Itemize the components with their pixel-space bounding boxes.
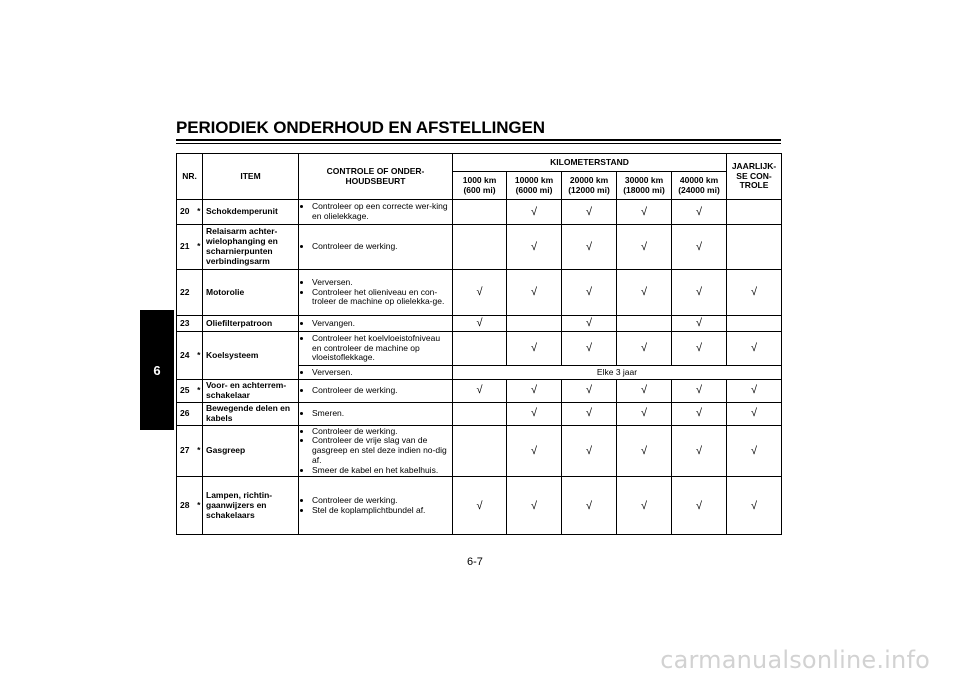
interval-cell	[672, 477, 727, 535]
table-row	[177, 402, 782, 425]
check-mark-icon: √	[585, 286, 593, 299]
interval-cell	[562, 477, 617, 535]
row-marker: *	[196, 200, 203, 225]
action-list	[302, 496, 449, 516]
table-row	[177, 380, 782, 403]
row-number: 20	[177, 200, 196, 225]
check-mark-icon: √	[585, 240, 593, 253]
row-number: 24	[177, 332, 196, 380]
check-mark-icon: √	[530, 240, 538, 253]
table-row	[177, 477, 782, 535]
action-list	[302, 427, 449, 476]
row-control	[299, 316, 453, 332]
check-mark-icon: √	[585, 499, 593, 512]
action-item: • Verversen.	[312, 278, 449, 288]
check-mark-icon: √	[640, 444, 648, 457]
check-mark-icon: √	[530, 407, 538, 420]
check-mark-icon: √	[640, 499, 648, 512]
row-marker: *	[196, 425, 203, 477]
row-marker: *	[196, 477, 203, 535]
action-list	[302, 202, 449, 222]
interval-cell	[727, 225, 782, 270]
interval-cell	[507, 200, 562, 225]
check-mark-icon: √	[585, 342, 593, 355]
action-list	[302, 386, 449, 396]
check-mark-icon: √	[750, 286, 758, 299]
check-mark-icon: √	[585, 205, 593, 218]
check-mark-icon: √	[750, 342, 758, 355]
row-marker	[196, 316, 203, 332]
interval-cell	[617, 200, 672, 225]
row-control	[299, 225, 453, 270]
check-mark-icon: √	[476, 384, 483, 397]
check-mark-icon: √	[530, 342, 538, 355]
interval-cell	[617, 477, 672, 535]
check-mark-icon: √	[530, 205, 538, 218]
action-list	[302, 319, 449, 329]
check-mark-icon: √	[695, 286, 703, 299]
interval-cell	[453, 332, 507, 366]
action-item: • Vervangen.	[312, 319, 449, 329]
check-mark-icon: √	[695, 240, 703, 253]
check-mark-icon: √	[640, 384, 648, 397]
table-row	[177, 425, 782, 477]
row-item: Lampen, richtin-gaanwijzers en schakelaars	[203, 477, 299, 535]
header-km-20000: 20000 km (12000 mi)	[562, 172, 617, 200]
row-number: 26	[177, 402, 196, 425]
row-control	[299, 270, 453, 316]
interval-cell	[617, 225, 672, 270]
check-mark-icon: √	[476, 286, 483, 299]
interval-cell	[672, 425, 727, 477]
row-marker	[196, 270, 203, 316]
interval-cell	[727, 332, 782, 366]
title-rule	[176, 139, 781, 144]
check-mark-icon: √	[695, 317, 703, 330]
interval-cell	[672, 402, 727, 425]
interval-cell	[562, 380, 617, 403]
page-number: 6-7	[467, 556, 483, 568]
interval-cell	[727, 316, 782, 332]
interval-cell	[562, 402, 617, 425]
interval-cell	[727, 402, 782, 425]
action-list	[302, 278, 449, 307]
interval-cell	[453, 477, 507, 535]
header-kilometerstand: KILOMETERSTAND	[453, 154, 727, 172]
check-mark-icon: √	[695, 444, 703, 457]
interval-cell	[453, 425, 507, 477]
interval-cell	[453, 200, 507, 225]
row-control	[299, 425, 453, 477]
row-number: 21	[177, 225, 196, 270]
row-item: Schokdemperunit	[203, 200, 299, 225]
action-list	[302, 242, 449, 252]
row-marker: *	[196, 332, 203, 380]
check-mark-icon: √	[530, 444, 538, 457]
interval-cell	[727, 200, 782, 225]
check-mark-icon: √	[695, 499, 703, 512]
interval-merged-cell: Elke 3 jaar	[453, 366, 782, 380]
table-body	[177, 200, 782, 535]
interval-cell	[727, 477, 782, 535]
interval-cell	[672, 316, 727, 332]
row-control	[299, 477, 453, 535]
row-marker: *	[196, 380, 203, 403]
row-number: 23	[177, 316, 196, 332]
interval-cell	[453, 225, 507, 270]
row-number: 25	[177, 380, 196, 403]
check-mark-icon: √	[695, 342, 703, 355]
row-number: 27	[177, 425, 196, 477]
action-item: • Controleer het olieniveau en con-troleer de machine op olielekka-ge.	[312, 288, 449, 308]
action-item: • Controleer de vrije slag van de gasgreep en stel deze indien no-dig af.	[312, 436, 449, 465]
row-number: 28	[177, 477, 196, 535]
interval-cell	[507, 425, 562, 477]
header-km-30000: 30000 km (18000 mi)	[617, 172, 672, 200]
interval-cell	[672, 332, 727, 366]
row-item: Gasgreep	[203, 425, 299, 477]
row-marker: *	[196, 225, 203, 270]
interval-cell	[507, 225, 562, 270]
check-mark-icon: √	[585, 317, 593, 330]
row-item: Relaisarm achter-wielophanging en scharnierpunten verbindingsarm	[203, 225, 299, 270]
check-mark-icon: √	[530, 384, 538, 397]
row-item: Bewegende delen en kabels	[203, 402, 299, 425]
action-item: • Controleer de werking.	[312, 242, 449, 252]
page-title: PERIODIEK ONDERHOUD EN AFSTELLINGEN	[176, 118, 545, 137]
interval-cell	[617, 270, 672, 316]
interval-cell	[507, 380, 562, 403]
interval-cell	[562, 316, 617, 332]
check-mark-icon: √	[750, 384, 758, 397]
check-mark-icon: √	[530, 286, 538, 299]
interval-cell	[562, 332, 617, 366]
row-control	[299, 200, 453, 225]
interval-cell	[562, 425, 617, 477]
interval-cell	[507, 316, 562, 332]
check-mark-icon: √	[695, 407, 703, 420]
action-item: • Controleer het koelvloeistofniveau en controleer de machine op vloeistoflekkage.	[312, 334, 449, 363]
action-list	[302, 409, 449, 419]
action-item: • Stel de koplamplichtbundel af.	[312, 506, 449, 516]
interval-cell	[507, 402, 562, 425]
check-mark-icon: √	[640, 286, 648, 299]
row-control	[299, 332, 453, 366]
interval-cell	[727, 270, 782, 316]
check-mark-icon: √	[640, 407, 648, 420]
row-marker	[196, 402, 203, 425]
check-mark-icon: √	[750, 444, 758, 457]
action-item: • Verversen.	[312, 368, 449, 378]
check-mark-icon: √	[585, 444, 593, 457]
check-mark-icon: √	[476, 317, 483, 330]
table-row	[177, 332, 782, 366]
interval-cell	[617, 332, 672, 366]
interval-cell	[507, 332, 562, 366]
check-mark-icon: √	[530, 499, 538, 512]
row-item: Voor- en achterrem-schakelaar	[203, 380, 299, 403]
interval-cell	[507, 477, 562, 535]
maintenance-table	[176, 153, 782, 535]
header-km-40000: 40000 km (24000 mi)	[672, 172, 727, 200]
interval-cell	[672, 270, 727, 316]
table-row	[177, 225, 782, 270]
interval-cell	[672, 225, 727, 270]
interval-cell	[617, 425, 672, 477]
interval-cell	[507, 270, 562, 316]
interval-cell	[453, 402, 507, 425]
action-item: • Smeer de kabel en het kabelhuis.	[312, 466, 449, 476]
row-control	[299, 380, 453, 403]
check-mark-icon: √	[585, 407, 593, 420]
check-mark-icon: √	[585, 384, 593, 397]
action-item: • Controleer de werking.	[312, 386, 449, 396]
header-item: ITEM	[203, 154, 299, 200]
action-list	[302, 368, 449, 378]
interval-cell	[727, 425, 782, 477]
check-mark-icon: √	[640, 342, 648, 355]
interval-cell	[453, 380, 507, 403]
row-item: Motorolie	[203, 270, 299, 316]
row-control	[299, 366, 453, 380]
header-annual-check: JAARLIJK-SE CON-TROLE	[727, 154, 782, 200]
action-list	[302, 334, 449, 363]
row-control	[299, 402, 453, 425]
check-mark-icon: √	[476, 499, 483, 512]
interval-cell	[617, 402, 672, 425]
watermark: carmanualsonline.info	[660, 646, 930, 674]
interval-cell	[672, 380, 727, 403]
check-mark-icon: √	[695, 205, 703, 218]
interval-cell	[453, 270, 507, 316]
interval-cell	[562, 270, 617, 316]
table-row	[177, 316, 782, 332]
interval-cell	[617, 316, 672, 332]
check-mark-icon: √	[750, 407, 758, 420]
check-mark-icon: √	[750, 499, 758, 512]
check-mark-icon: √	[640, 240, 648, 253]
interval-cell	[453, 316, 507, 332]
chapter-tab: 6	[140, 310, 174, 430]
action-item: • Smeren.	[312, 409, 449, 419]
interval-cell	[562, 225, 617, 270]
check-mark-icon: √	[695, 384, 703, 397]
header-km-1000: 1000 km (600 mi)	[453, 172, 507, 200]
header-km-10000: 10000 km (6000 mi)	[507, 172, 562, 200]
header-nr: NR.	[177, 154, 203, 200]
table-row	[177, 270, 782, 316]
action-item: • Controleer op een correcte wer-king en olielekkage.	[312, 202, 449, 222]
table-row	[177, 200, 782, 225]
interval-cell	[672, 200, 727, 225]
interval-cell	[562, 200, 617, 225]
header-control: CONTROLE OF ONDER-HOUDSBEURT	[299, 154, 453, 200]
interval-cell	[617, 380, 672, 403]
interval-cell	[727, 380, 782, 403]
row-item: Oliefilterpatroon	[203, 316, 299, 332]
check-mark-icon: √	[640, 205, 648, 218]
action-item: • Controleer de werking.	[312, 496, 449, 506]
row-item: Koelsysteem	[203, 332, 299, 380]
action-item: • Controleer de werking.	[312, 427, 449, 437]
row-number: 22	[177, 270, 196, 316]
